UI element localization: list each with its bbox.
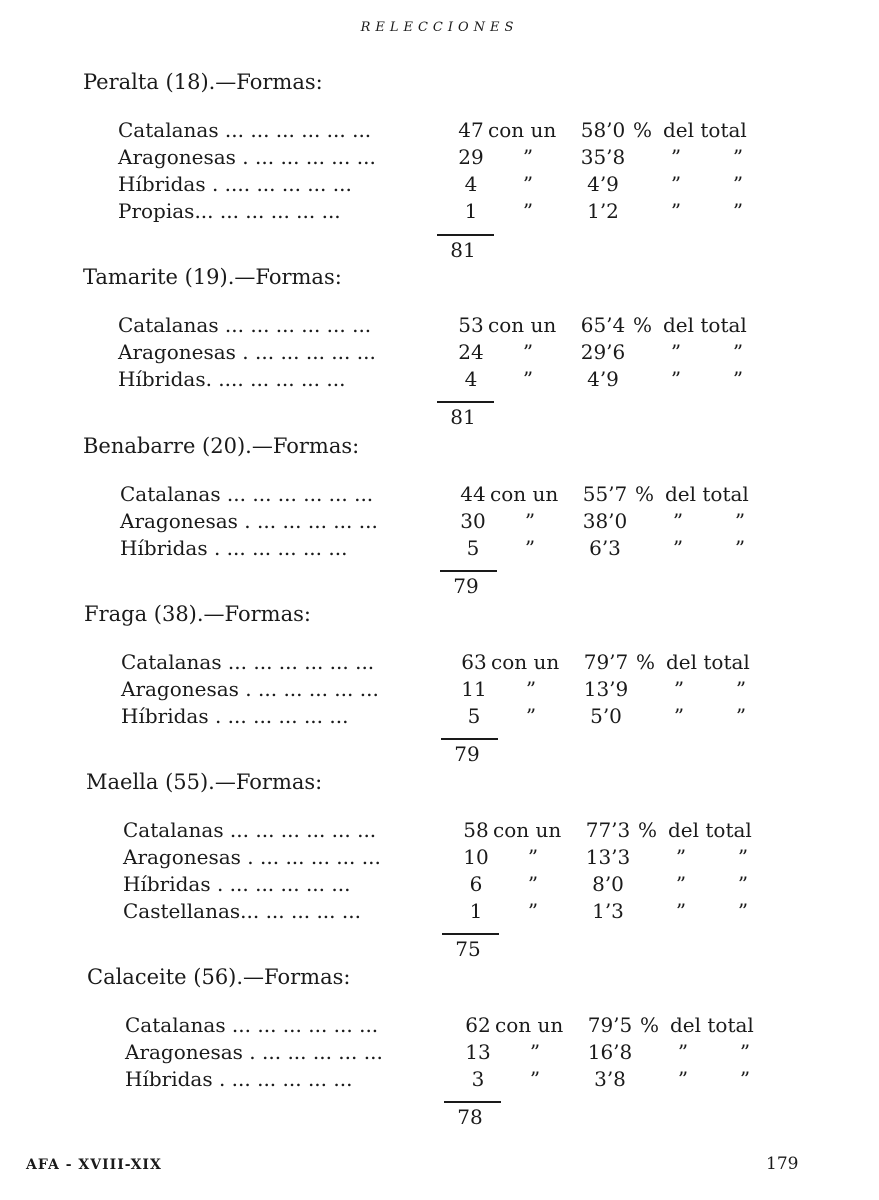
ditto-mark: ” — [670, 340, 682, 364]
row-percent: 16’8 — [587, 1040, 633, 1064]
row-count: 10 — [463, 845, 489, 869]
row-con-un: con un — [488, 313, 557, 337]
journal-footer: AFA - XVIII-XIX — [26, 1157, 162, 1173]
row-label: Híbridas. .... ... ... ... ... — [118, 367, 346, 391]
row-label: Híbridas . ... ... ... ... ... — [125, 1067, 353, 1091]
ditto-mark: ” — [524, 536, 536, 560]
section-total: 81 — [450, 238, 476, 262]
row-label: Catalanas ... ... ... ... ... ... — [121, 650, 375, 674]
page-number: 179 — [766, 1154, 799, 1174]
row-label: Propias... ... ... ... ... ... — [118, 199, 341, 223]
section-total: 81 — [450, 405, 476, 429]
row-label: Catalanas ... ... ... ... ... ... — [123, 818, 377, 842]
row-percent: 58’0 — [580, 118, 626, 142]
row-label: Aragonesas . ... ... ... ... ... — [120, 509, 378, 533]
row-percent: 4’9 — [587, 172, 619, 196]
sum-rule — [441, 738, 498, 740]
row-percent-sign: % — [640, 1013, 660, 1037]
row-percent-sign: % — [635, 482, 655, 506]
row-count: 13 — [465, 1040, 491, 1064]
section-title: Benabarre (20).—Formas: — [83, 434, 360, 458]
sum-rule — [440, 570, 497, 572]
row-del-total: del total — [663, 118, 747, 142]
row-label: Catalanas ... ... ... ... ... ... — [125, 1013, 379, 1037]
ditto-mark: ” — [737, 872, 749, 896]
ditto-mark: ” — [675, 845, 687, 869]
row-count: 24 — [458, 340, 484, 364]
row-label: Catalanas ... ... ... ... ... ... — [120, 482, 374, 506]
row-con-un: con un — [490, 482, 559, 506]
row-count: 1 — [469, 899, 483, 923]
ditto-mark: ” — [673, 704, 685, 728]
row-label: Catalanas ... ... ... ... ... ... — [118, 313, 372, 337]
ditto-mark: ” — [670, 199, 682, 223]
row-count: 5 — [466, 536, 480, 560]
ditto-mark: ” — [524, 509, 536, 533]
sum-rule — [442, 933, 499, 935]
row-label: Aragonesas . ... ... ... ... ... — [121, 677, 379, 701]
row-count: 6 — [469, 872, 483, 896]
sum-rule — [444, 1101, 501, 1103]
section-title: Fraga (38).—Formas: — [84, 602, 311, 626]
row-del-total: del total — [663, 313, 747, 337]
sum-rule — [437, 234, 494, 236]
running-header: RELECCIONES — [360, 20, 519, 35]
row-del-total: del total — [666, 650, 750, 674]
row-label: Castellanas... ... ... ... ... — [123, 899, 361, 923]
sum-rule — [437, 401, 494, 403]
row-count: 11 — [461, 677, 487, 701]
row-percent: 1’2 — [587, 199, 619, 223]
ditto-mark: ” — [670, 145, 682, 169]
ditto-mark: ” — [675, 872, 687, 896]
row-percent: 13’3 — [585, 845, 631, 869]
section-total: 79 — [453, 574, 479, 598]
row-count: 47 — [458, 118, 484, 142]
ditto-mark: ” — [672, 509, 684, 533]
section-total: 75 — [455, 937, 481, 961]
row-del-total: del total — [665, 482, 749, 506]
ditto-mark: ” — [522, 145, 534, 169]
ditto-mark: ” — [522, 172, 534, 196]
ditto-mark: ” — [675, 899, 687, 923]
row-count: 58 — [463, 818, 489, 842]
row-percent-sign: % — [638, 818, 658, 842]
ditto-mark: ” — [737, 899, 749, 923]
row-label: Híbridas . ... ... ... ... ... — [121, 704, 349, 728]
row-percent: 4’9 — [587, 367, 619, 391]
row-percent: 35’8 — [580, 145, 626, 169]
row-count: 5 — [467, 704, 481, 728]
section-title: Calaceite (56).—Formas: — [87, 965, 351, 989]
row-percent-sign: % — [633, 313, 653, 337]
ditto-mark: ” — [732, 172, 744, 196]
row-count: 4 — [464, 172, 478, 196]
row-percent: 38’0 — [582, 509, 628, 533]
row-label: Aragonesas . ... ... ... ... ... — [123, 845, 381, 869]
row-count: 4 — [464, 367, 478, 391]
ditto-mark: ” — [739, 1067, 751, 1091]
ditto-mark: ” — [522, 340, 534, 364]
row-count: 30 — [460, 509, 486, 533]
row-count: 62 — [465, 1013, 491, 1037]
row-percent: 1’3 — [592, 899, 624, 923]
ditto-mark: ” — [525, 704, 537, 728]
row-percent: 5’0 — [590, 704, 622, 728]
ditto-mark: ” — [522, 367, 534, 391]
ditto-mark: ” — [739, 1040, 751, 1064]
row-count: 29 — [458, 145, 484, 169]
row-percent: 6’3 — [589, 536, 621, 560]
row-percent: 3’8 — [594, 1067, 626, 1091]
ditto-mark: ” — [522, 199, 534, 223]
row-label: Catalanas ... ... ... ... ... ... — [118, 118, 372, 142]
row-percent: 8’0 — [592, 872, 624, 896]
section-title: Maella (55).—Formas: — [86, 770, 323, 794]
ditto-mark: ” — [527, 899, 539, 923]
ditto-mark: ” — [670, 172, 682, 196]
row-label: Aragonesas . ... ... ... ... ... — [118, 145, 376, 169]
ditto-mark: ” — [529, 1040, 541, 1064]
row-con-un: con un — [488, 118, 557, 142]
row-percent-sign: % — [633, 118, 653, 142]
row-del-total: del total — [670, 1013, 754, 1037]
row-count: 1 — [464, 199, 478, 223]
ditto-mark: ” — [735, 704, 747, 728]
row-label: Aragonesas . ... ... ... ... ... — [125, 1040, 383, 1064]
row-percent: 65’4 — [580, 313, 626, 337]
row-label: Híbridas . ... ... ... ... ... — [123, 872, 351, 896]
row-percent: 55’7 — [582, 482, 628, 506]
row-percent: 79’7 — [583, 650, 629, 674]
row-count: 3 — [471, 1067, 485, 1091]
row-con-un: con un — [493, 818, 562, 842]
row-count: 53 — [458, 313, 484, 337]
ditto-mark: ” — [734, 509, 746, 533]
row-del-total: del total — [668, 818, 752, 842]
ditto-mark: ” — [672, 536, 684, 560]
ditto-mark: ” — [732, 199, 744, 223]
row-percent-sign: % — [636, 650, 656, 674]
ditto-mark: ” — [529, 1067, 541, 1091]
row-con-un: con un — [491, 650, 560, 674]
ditto-mark: ” — [732, 340, 744, 364]
section-total: 78 — [457, 1105, 483, 1129]
ditto-mark: ” — [670, 367, 682, 391]
section-total: 79 — [454, 742, 480, 766]
row-percent: 29’6 — [580, 340, 626, 364]
row-percent: 79’5 — [587, 1013, 633, 1037]
ditto-mark: ” — [734, 536, 746, 560]
ditto-mark: ” — [527, 872, 539, 896]
row-label: Híbridas . ... ... ... ... ... — [120, 536, 348, 560]
ditto-mark: ” — [732, 145, 744, 169]
ditto-mark: ” — [677, 1040, 689, 1064]
row-label: Aragonesas . ... ... ... ... ... — [118, 340, 376, 364]
ditto-mark: ” — [737, 845, 749, 869]
ditto-mark: ” — [732, 367, 744, 391]
ditto-mark: ” — [525, 677, 537, 701]
row-label: Híbridas . .... ... ... ... ... — [118, 172, 352, 196]
ditto-mark: ” — [677, 1067, 689, 1091]
row-con-un: con un — [495, 1013, 564, 1037]
ditto-mark: ” — [735, 677, 747, 701]
section-title: Peralta (18).—Formas: — [83, 70, 323, 94]
row-count: 44 — [460, 482, 486, 506]
ditto-mark: ” — [673, 677, 685, 701]
ditto-mark: ” — [527, 845, 539, 869]
row-count: 63 — [461, 650, 487, 674]
row-percent: 77’3 — [585, 818, 631, 842]
row-percent: 13’9 — [583, 677, 629, 701]
section-title: Tamarite (19).—Formas: — [83, 265, 342, 289]
